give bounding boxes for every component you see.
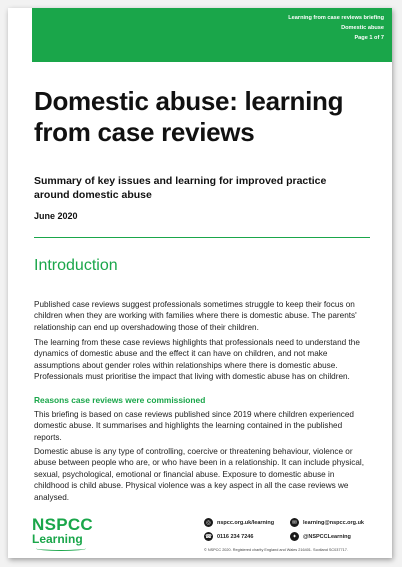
email-icon: ✉	[290, 518, 299, 527]
logo-line-1: NSPCC	[32, 515, 94, 534]
section-heading: Introduction	[34, 257, 118, 274]
contact-website-text: nspcc.org.uk/learning	[217, 519, 275, 526]
header-band	[32, 8, 392, 62]
publication-date: June 2020	[34, 211, 78, 221]
phone-icon: ☎	[205, 533, 212, 540]
contact-phone-text: 0116 234 7246	[217, 533, 254, 540]
contact-phone[interactable]	[204, 532, 253, 541]
intro-paragraph-2: The learning from these case reviews highlights that professionals need to understand the dynamics of domestic abuse and the effect it can have on children, and not make assumptions about gender roles within relationships where there is domestic abuse. Professionals must prioritise the impact that living with domestic abuse has on children.	[34, 338, 360, 382]
reasons-subheading: Reasons case reviews were commissioned	[34, 395, 206, 405]
document-subtitle: Summary of key issues and learning for improved practice around domestic abuse	[34, 175, 327, 201]
globe-icon: ◎	[204, 518, 213, 527]
contact-email[interactable]	[290, 518, 364, 527]
logo-line-2: Learning	[32, 532, 83, 546]
header-page-number: Page 1 of 7	[354, 35, 384, 41]
contact-website[interactable]	[204, 518, 274, 527]
nspcc-learning-logo	[32, 516, 93, 546]
logo-swoosh	[36, 546, 86, 551]
document-title: Domestic abuse: learning from case reviews	[34, 86, 344, 147]
header-topic: Domestic abuse	[341, 25, 384, 31]
document-page	[8, 8, 392, 558]
header-series: Learning from case reviews briefing	[288, 15, 384, 21]
reasons-paragraph-2: Domestic abuse is any type of controlling, coercive or threatening behaviour, violence or abuse between people who are, or who have been in a relationship. It can include physical, sexual, psychological, emotional or financial abuse. Exposure to domestic abuse in childhood is child abuse. Physical violence was a key aspect in all the case reviews we analysed.	[34, 447, 364, 502]
contact-twitter[interactable]	[290, 532, 351, 541]
reasons-paragraph-1: This briefing is based on case reviews published since 2019 where children experienced domestic abuse. It summarises and highlights the learning contained in the published reports.	[34, 410, 354, 442]
twitter-icon: ✦	[290, 532, 299, 541]
legal-notice: © NSPCC 2020. Registered charity England and Wales 216401. Scotland SC037717.	[204, 548, 348, 552]
contact-twitter-text: @NSPCCLearning	[303, 533, 351, 540]
divider	[34, 237, 370, 238]
contact-email-text: learning@nspcc.org.uk	[303, 519, 364, 526]
intro-paragraph-1: Published case reviews suggest professionals sometimes struggle to keep their focus on children when they are working with families where there is domestic abuse. The parents' relationship can end up overshadowing those of their children.	[34, 300, 357, 332]
